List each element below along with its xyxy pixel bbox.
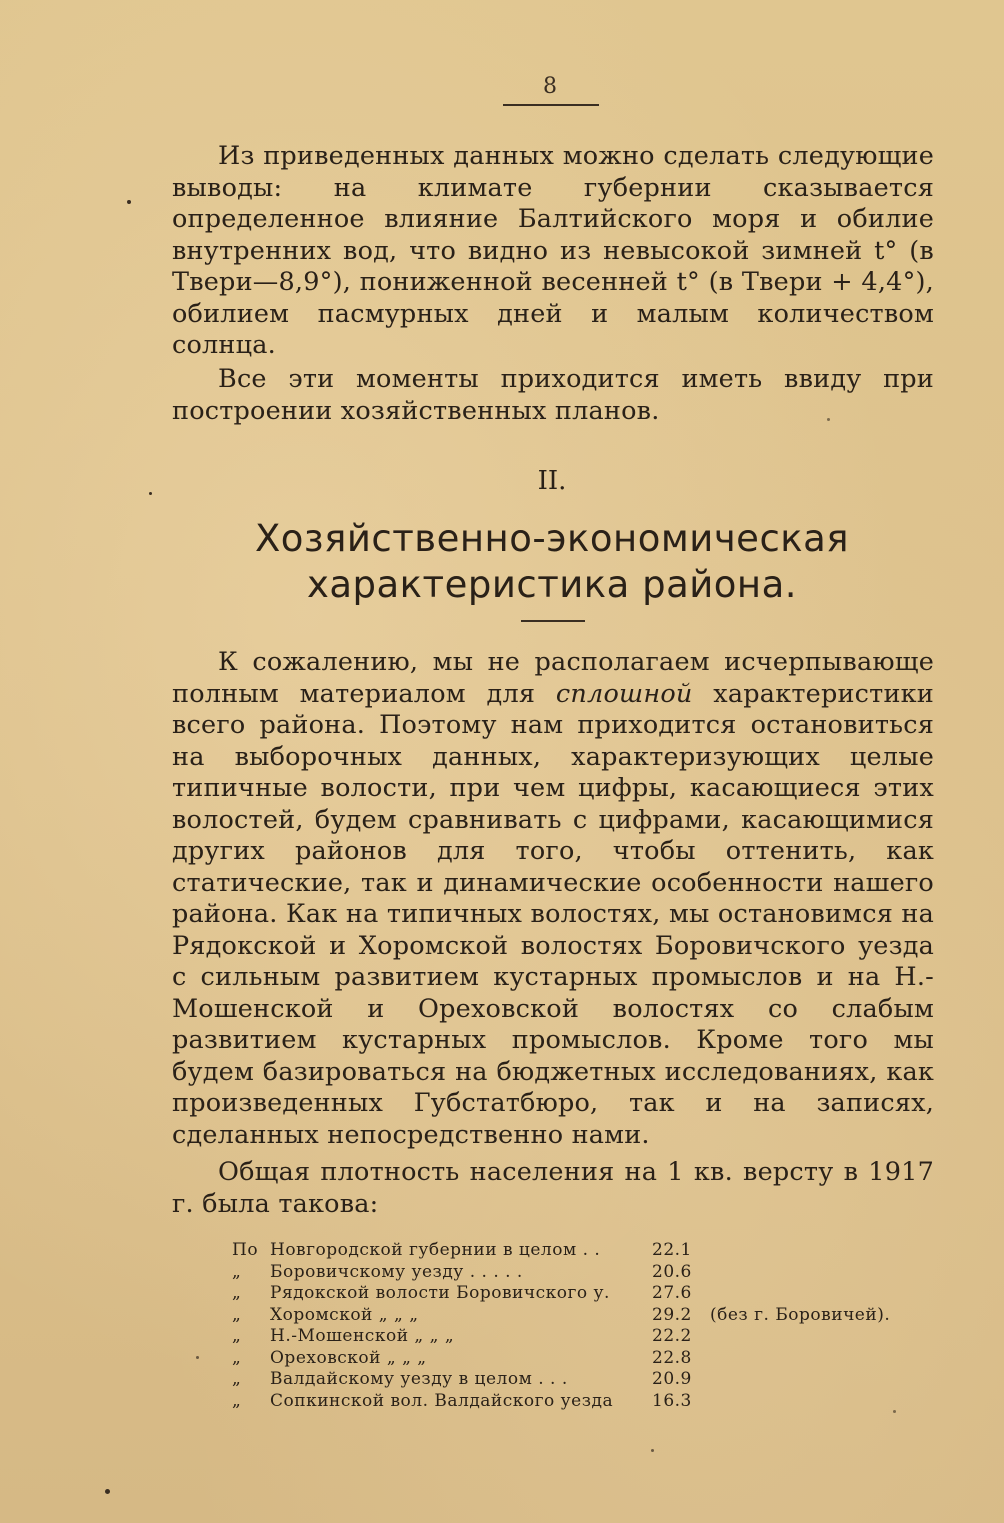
density-row-prefix: „ [232,1326,242,1346]
density-row-name: Ореховской „ „ „ [270,1347,427,1368]
density-row-name: Валдайскому уезду в целом . . . [270,1369,568,1389]
density-row-note [702,1348,890,1370]
density-row-note [702,1369,890,1391]
scan-speck [127,200,131,204]
density-row [232,1240,890,1262]
density-row-value: 20.6 [652,1261,692,1282]
section-title-rule [521,620,585,622]
density-row-prefix: „ [232,1283,242,1303]
methodology-text-after: характеристики всего района. Поэтому нам приходится остановиться на выборочных данных, характеризующих целые типичные волости, при чем цифры, касающиеся этих волостей, будем сравнивать с цифрами, касающимися других районов для того, чтобы оттенить, как статические, так и динамические особенности нашего района. Как на типичных волостях, мы остановимся на Рядокской и Хоромской волостях Боровичского уезда с сильным развитием кустарных промыслов и на Н.-Мошенской и Ореховской волостях со слабым развитием кустарных промыслов. Кроме того мы будем базироваться на бюджетных исследованиях, как произведенных Губстатбюро, так и на записях, сделанных непосредственно нами. [172,678,934,1150]
paragraph-methodology [172,647,934,1151]
density-row-value: 20.9 [652,1369,692,1389]
density-row-prefix: „ [232,1369,242,1389]
density-row-value: 22.1 [652,1240,692,1260]
density-row [232,1305,890,1327]
scan-speck [893,1410,896,1413]
density-row-note [702,1283,890,1305]
density-row-note [702,1326,890,1348]
paragraph-planning-note: Все эти моменты приходится иметь ввиду при построении хозяйственных планов. [172,364,934,426]
density-row-note: (без г. Боровичей). [710,1304,891,1325]
density-row [232,1283,890,1305]
methodology-text-before: К сожалению, мы не располагаем исчерпывающе полным материалом для [172,647,934,709]
methodology-emphasis: сплошной [555,678,693,709]
density-row [232,1262,890,1284]
paragraph-density-intro: Общая плотность населения на 1 кв. версту в 1917 г. была такова: [172,1157,934,1219]
scan-speck [105,1489,110,1494]
density-row-name: Новгородской губернии в целом . . [270,1240,601,1260]
paragraph-climate-conclusions: Из приведенных данных можно сделать следующие выводы: на климате губернии сказывается определенное влияние Балтийского моря и обилие внутренних вод, что видно из невысокой зимней t° (в Твери—8,9°), пониженной весенней t° (в Твери + 4,4°), обилием пасмурных дней и малым количеством солнца. [172,141,934,360]
density-row-name: Рядокской волости Боровичского у. [270,1283,610,1303]
population-density-table [232,1240,890,1412]
density-row [232,1326,890,1348]
density-row-note [702,1262,890,1284]
density-row-value: 29.2 [652,1304,692,1325]
density-row-prefix: По [232,1240,259,1260]
density-table-body [232,1240,890,1412]
density-row-note [702,1240,890,1262]
page-number-rule [503,104,599,106]
section-number: II. [537,466,567,496]
density-row-name: Н.-Мошенской „ „ „ [270,1326,455,1346]
density-row-prefix: „ [232,1261,242,1282]
density-row [232,1348,890,1370]
scan-speck [149,492,152,495]
scan-speck [827,418,830,421]
density-row-name: Боровичскому уезду . . . . . [270,1261,523,1282]
density-row [232,1391,890,1413]
density-row-value: 22.2 [652,1326,692,1346]
scan-speck [651,1449,654,1452]
density-row-name: Сопкинской вол. Валдайского уезда [270,1390,614,1411]
density-row-value: 16.3 [652,1390,692,1411]
density-row-note [702,1391,890,1413]
density-row-value: 27.6 [652,1283,692,1303]
page-number: 8 [543,74,557,99]
scan-speck [196,1356,199,1359]
density-row-prefix: „ [232,1347,242,1368]
density-row-prefix: „ [232,1390,242,1411]
section-title: Хозяйственно-экономическая характеристика района. [254,517,850,606]
density-row-name: Хоромской „ „ „ [270,1304,419,1325]
density-row [232,1369,890,1391]
density-row-value: 22.8 [652,1347,692,1368]
density-row-prefix: „ [232,1304,242,1325]
